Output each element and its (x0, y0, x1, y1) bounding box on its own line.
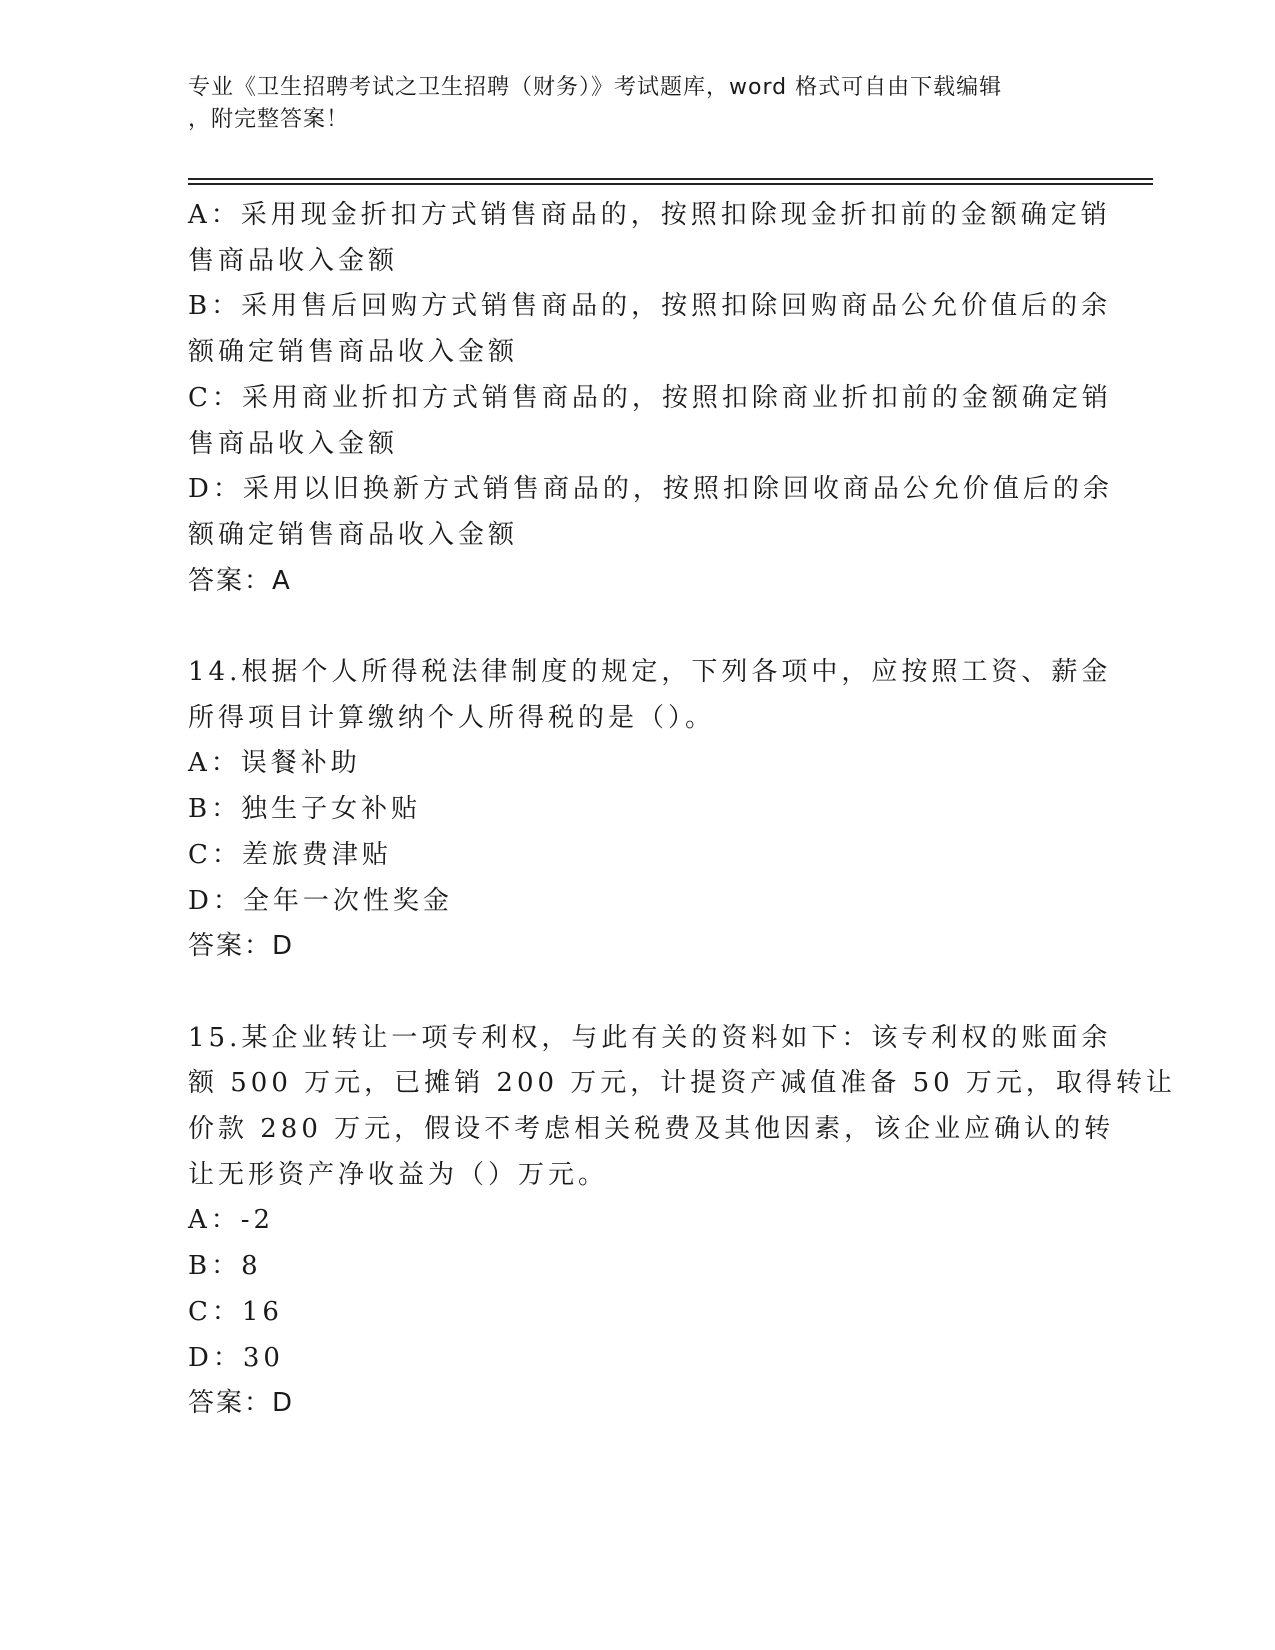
q14-option-a: A：误餐补助 (188, 748, 361, 779)
q14-stem-line-1: 14.根据个人所得税法律制度的规定，下列各项中，应按照工资、薪金 (188, 657, 1112, 688)
header-line-1: 专业《卫生招聘考试之卫生招聘（财务）》考试题库，word 格式可自由下载编辑 (188, 75, 1003, 100)
header-line-2: ，附完整答案！ (188, 107, 350, 132)
q13-option-d-line-2: 额确定销售商品收入金额 (188, 519, 519, 550)
q15-option-b: B：8 (188, 1251, 262, 1282)
q13-option-d-line-1: D：采用以旧换新方式销售商品的，按照扣除回收商品公允价值后的余 (188, 474, 1113, 505)
document-body (188, 193, 1176, 1427)
question-15-block (188, 1016, 1176, 1427)
q13-option-b-line-1: B：采用售后回购方式销售商品的，按照扣除回购商品公允价值后的余 (188, 291, 1112, 322)
header-divider-bottom (188, 183, 1153, 185)
q15-option-a: A：-2 (188, 1205, 275, 1236)
q15-stem-line-3: 价款 280 万元，假设不考虑相关税费及其他因素，该企业应确认的转 (188, 1114, 1115, 1145)
q13-option-c-line-1: C：采用商业折扣方式销售商品的，按照扣除商业折扣前的金额确定销 (188, 382, 1112, 413)
q15-answer: 答案：D (188, 1388, 295, 1419)
q13-option-c-line-2: 售商品收入金额 (188, 428, 399, 459)
q14-option-d: D：全年一次性奖金 (188, 885, 453, 916)
q15-option-d: D：30 (188, 1342, 284, 1373)
question-14-block (188, 650, 1112, 970)
q15-stem-line-1: 15.某企业转让一项专利权，与此有关的资料如下：该专利权的账面余 (188, 1022, 1112, 1053)
q14-answer: 答案：D (188, 931, 295, 962)
document-header (188, 72, 1088, 136)
q13-option-b-line-2: 额确定销售商品收入金额 (188, 337, 519, 368)
spacer (188, 970, 1078, 1016)
q13-answer: 答案：A (188, 565, 292, 596)
q13-option-a-line-2: 售商品收入金额 (188, 245, 399, 276)
q15-stem-line-2: 额 500 万元，已摊销 200 万元，计提资产减值准备 50 万元，取得转让 (188, 1068, 1176, 1099)
spacer (188, 604, 1078, 650)
q14-option-c: C：差旅费津贴 (188, 839, 392, 870)
q15-option-c: C：16 (188, 1296, 283, 1327)
q15-stem-line-4: 让无形资产净收益为（）万元。 (188, 1159, 609, 1190)
header-divider-top (188, 178, 1153, 180)
q14-stem-line-2: 所得项目计算缴纳个人所得税的是（）。 (188, 702, 716, 733)
q14-option-b: B：独生子女补贴 (188, 794, 422, 825)
q13-option-a-line-1: A：采用现金折扣方式销售商品的，按照扣除现金折扣前的金额确定销 (188, 200, 1111, 230)
question-13-block (188, 193, 1113, 604)
